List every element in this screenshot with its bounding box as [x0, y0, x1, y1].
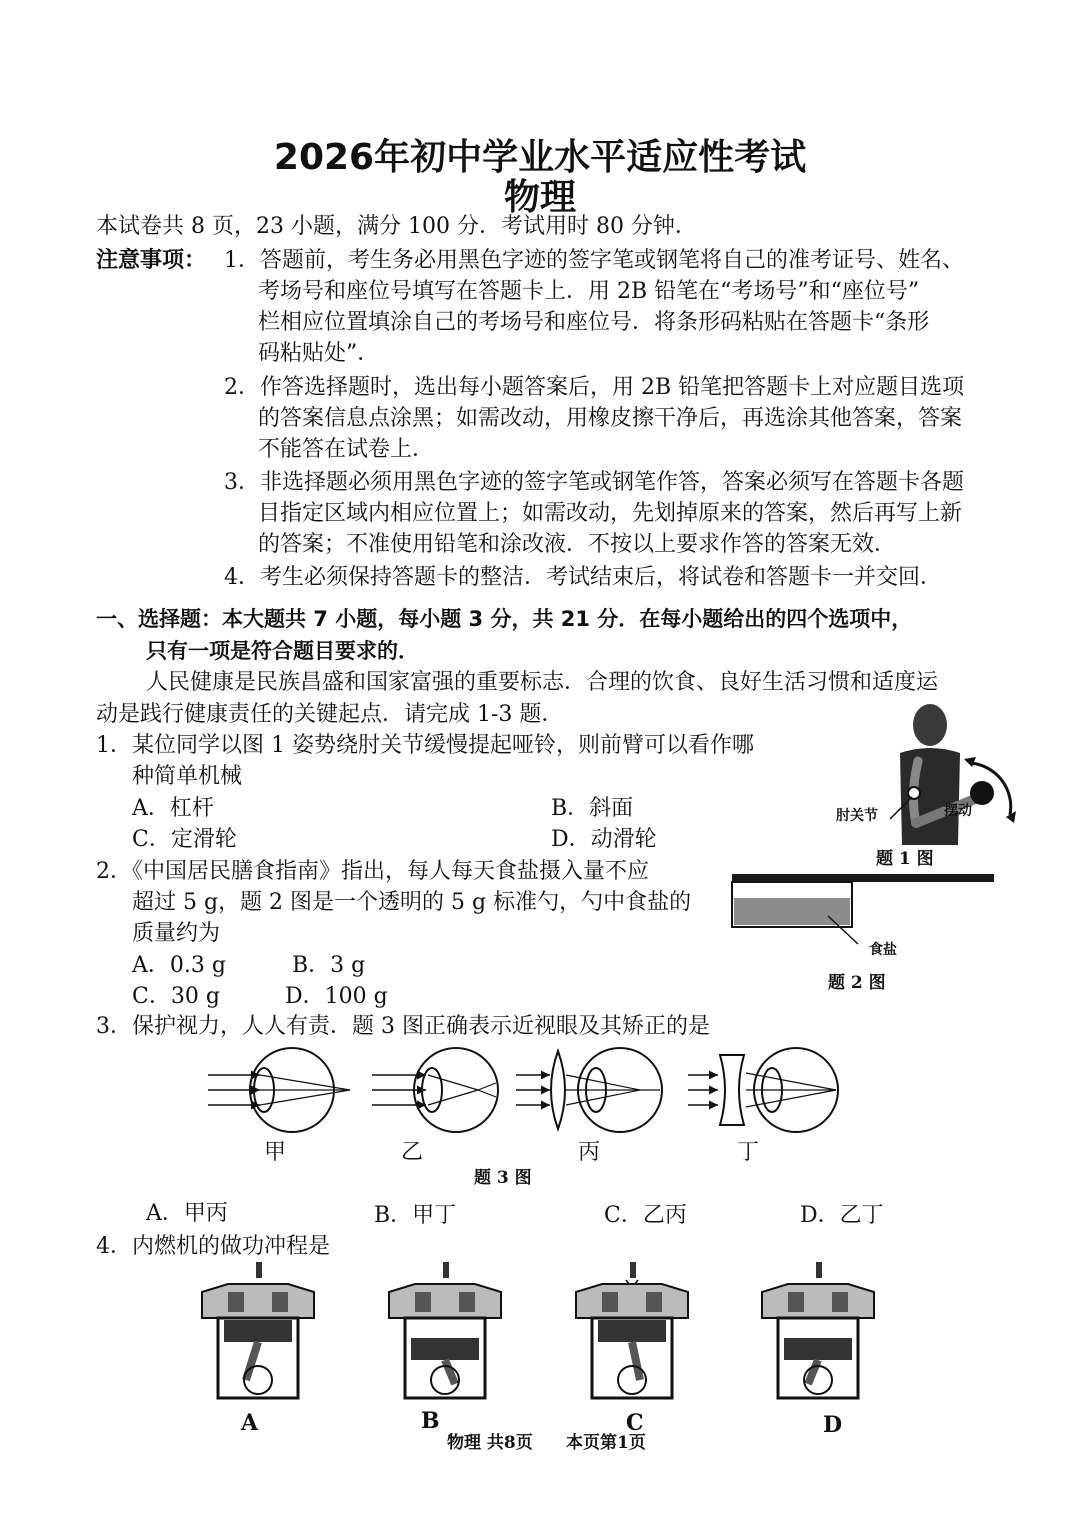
q3-option-c: C．乙丙: [604, 1203, 687, 1228]
footer-total-pages: 物理 共8页: [447, 1433, 533, 1453]
engine-diagram-b: [385, 1262, 505, 1412]
engine-label-c: C: [626, 1410, 644, 1436]
q3-label-jia: 甲: [264, 1140, 287, 1165]
q2-label-salt: 食盐: [869, 942, 897, 958]
subject-title: 物理: [503, 177, 576, 218]
section-heading-cont: 只有一项是符合题目要求的．: [146, 639, 419, 663]
q2-option-a: A．0.3 g: [132, 953, 226, 978]
notice-line: 3．非选择题必须用黑色字迹的签字笔或钢笔作答，答案必须写在答题卡各题: [224, 470, 964, 495]
engine-label-a: A: [241, 1410, 259, 1436]
eye-diagram-ding: [688, 1048, 838, 1132]
q2-option-b: B．3 g: [292, 953, 366, 978]
engine-diagram-d: [758, 1262, 878, 1412]
passage: 人民健康是民族昌盛和国家富强的重要标志．合理的饮食、良好生活习惯和适度运: [146, 670, 939, 695]
q1-option-b: B．斜面: [551, 796, 634, 821]
q1-caption: 题 1 图: [876, 849, 934, 869]
q3-stem: 3．保护视力，人人有责．题 3 图正确表示近视眼及其矫正的是: [96, 1014, 710, 1039]
q2-option-d: D．100 g: [285, 984, 388, 1009]
q2-option-c: C．30 g: [132, 984, 220, 1009]
q2-stem: 2．《中国居民膳食指南》指出，每人每天食盐摄入量不应: [96, 859, 649, 884]
q3-label-yi: 乙: [401, 1140, 424, 1165]
notice-label: 注意事项：: [96, 248, 207, 273]
q3-option-d: D．乙丁: [800, 1203, 884, 1228]
passage-cont: 动是践行健康责任的关键起点．请完成 1-3 题．: [96, 702, 564, 727]
engine-diagram-c: [572, 1262, 692, 1412]
q1-stem: 1．某位同学以图 1 姿势绕肘关节缓慢提起哑铃，则前臂可以看作哪: [96, 733, 754, 758]
notice-line: 4．考生必须保持答题卡的整洁．考试结束后，将试卷和答题卡一并交回．: [224, 565, 942, 590]
q1-label-swing: 摆动: [944, 803, 972, 819]
eye-diagram-yi: [372, 1048, 498, 1132]
engine-label-b: B: [421, 1408, 440, 1434]
q4-stem: 4．内燃机的做功冲程是: [96, 1234, 330, 1259]
q1-option-c: C．定滑轮: [132, 827, 237, 852]
engine-label-d: D: [823, 1412, 843, 1438]
notice-line: 2．作答选择题时，选出每小题答案后，用 2B 铅笔把答题卡上对应题目选项: [224, 375, 965, 400]
q1-stem-cont: 种简单机械: [132, 764, 243, 789]
q2-caption: 题 2 图: [828, 973, 886, 993]
q1-label-elbow: 肘关节: [836, 808, 878, 824]
notice-line: 码粘贴处”．: [258, 341, 380, 366]
q3-label-ding: 丁: [737, 1140, 760, 1165]
q3-option-b: B．甲丁: [374, 1203, 457, 1228]
q3-caption: 题 3 图: [474, 1168, 532, 1188]
q1-option-d: D．动滑轮: [551, 827, 657, 852]
exam-intro: 本试卷共 8 页，23 小题，满分 100 分．考试用时 80 分钟．: [96, 214, 697, 239]
q2-stem-cont: 超过 5 g，题 2 图是一个透明的 5 g 标准勺，勺中食盐的: [132, 890, 692, 915]
q3-figure: [200, 1045, 860, 1135]
notice-line: 的答案信息点涂黑；如需改动，用橡皮擦干净后，再选涂其他答案，答案: [258, 406, 963, 431]
q2-figure: [728, 868, 998, 948]
notice-line: 1．答题前，考生务必用黑色字迹的签字笔或钢笔将自己的准考证号、姓名、: [224, 248, 964, 273]
notice-line: 的答案；不准使用铅笔和涂改液．不按以上要求作答的答案无效．: [258, 532, 897, 557]
eye-diagram-bing: [516, 1048, 662, 1132]
q2-stem-cont: 质量约为: [132, 921, 221, 946]
engine-diagram-a: [198, 1262, 318, 1412]
exam-title: 2026年初中学业水平适应性考试: [273, 137, 807, 178]
section-heading: 一、选择题：本大题共 7 小题，每小题 3 分，共 21 分．在每小题给出的四个选项中，: [96, 607, 913, 631]
notice-line: 不能答在试卷上．: [258, 437, 435, 462]
notice-line: 目指定区域内相应位置上；如需改动，先划掉原来的答案，然后再写上新: [258, 501, 963, 526]
q1-option-a: A．杠杆: [132, 796, 214, 821]
notice-line: 考场号和座位号填写在答题卡上．用 2B 铅笔在“考场号”和“座位号”: [258, 279, 920, 304]
q3-option-a: A．甲丙: [146, 1201, 228, 1226]
q3-label-bing: 丙: [578, 1140, 601, 1165]
footer-page-number: 本页第1页: [566, 1433, 646, 1453]
eye-diagram-jia: [208, 1048, 350, 1132]
notice-line: 栏相应位置填涂自己的考场号和座位号．将条形码粘贴在答题卡“条形: [258, 310, 930, 335]
